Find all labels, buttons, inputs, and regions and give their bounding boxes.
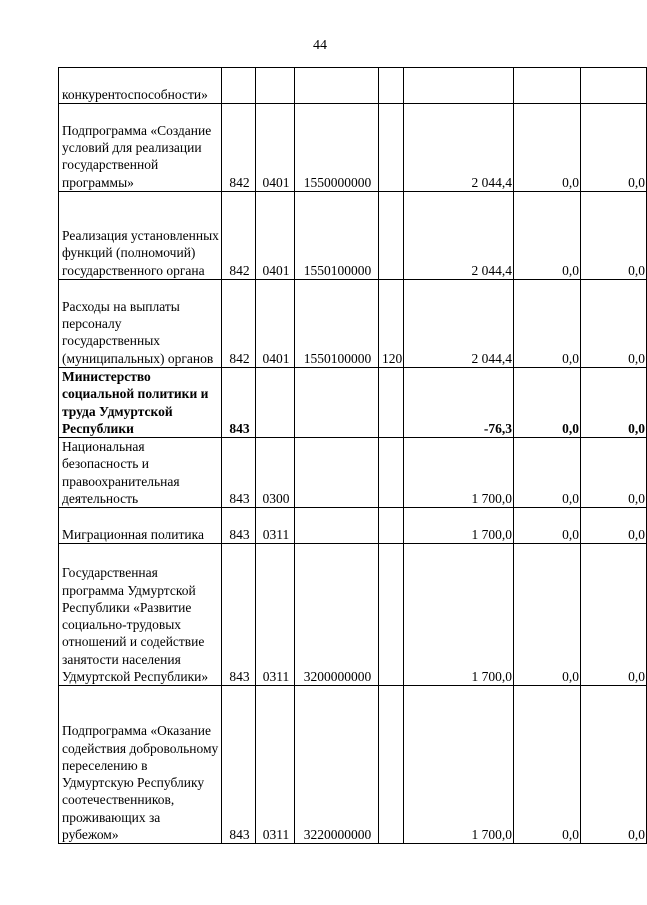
section-code-cell: 0300 — [256, 438, 295, 508]
amount-cell-3: 0,0 — [581, 508, 647, 544]
target-article-cell: 3200000000 — [295, 544, 379, 686]
row-name-cell: Расходы на выплаты персоналу государственных (муниципальных) органов — [59, 280, 222, 368]
target-article-cell: 1550100000 — [295, 192, 379, 280]
table-row — [59, 544, 647, 686]
table-row — [59, 508, 647, 544]
target-article-cell: 3220000000 — [295, 686, 379, 844]
table-row — [59, 192, 647, 280]
amount-cell-2: 0,0 — [514, 368, 581, 438]
table-row — [59, 104, 647, 192]
row-name-cell: Реализация установленных функций (полномочий) государственного органа — [59, 192, 222, 280]
amount-cell-2: 0,0 — [514, 508, 581, 544]
row-name-cell: Подпрограмма «Создание условий для реализации государственной программы» — [59, 104, 222, 192]
amount-cell-3: 0,0 — [581, 686, 647, 844]
amount-cell-1: 1 700,0 — [404, 686, 514, 844]
amount-cell-2: 0,0 — [514, 686, 581, 844]
amount-cell-1 — [404, 68, 514, 104]
amount-cell-2: 0,0 — [514, 192, 581, 280]
table-row — [59, 280, 647, 368]
grbs-code-cell: 843 — [222, 438, 256, 508]
grbs-code-cell: 843 — [222, 544, 256, 686]
expense-type-cell — [379, 686, 404, 844]
section-code-cell: 0311 — [256, 686, 295, 844]
grbs-code-cell: 843 — [222, 508, 256, 544]
amount-cell-2: 0,0 — [514, 438, 581, 508]
amount-cell-1: 1 700,0 — [404, 544, 514, 686]
section-code-cell: 0401 — [256, 104, 295, 192]
row-name-cell: Министерство социальной политики и труда Удмуртской Республики — [59, 368, 222, 438]
expense-type-cell — [379, 192, 404, 280]
section-code-cell: 0401 — [256, 192, 295, 280]
amount-cell-3: 0,0 — [581, 368, 647, 438]
row-name-cell: Государственная программа Удмуртской Республики «Развитие социально-трудовых отношений и содействие занятости населения Удмуртской Республики» — [59, 544, 222, 686]
section-code-cell: 0311 — [256, 508, 295, 544]
amount-cell-1: 2 044,4 — [404, 104, 514, 192]
expense-type-cell — [379, 68, 404, 104]
target-article-cell — [295, 68, 379, 104]
amount-cell-3: 0,0 — [581, 280, 647, 368]
amount-cell-2: 0,0 — [514, 544, 581, 686]
amount-cell-1: 1 700,0 — [404, 438, 514, 508]
amount-cell-1: 2 044,4 — [404, 280, 514, 368]
amount-cell-3: 0,0 — [581, 438, 647, 508]
expense-type-cell — [379, 508, 404, 544]
target-article-cell: 1550000000 — [295, 104, 379, 192]
row-name-cell: Национальная безопасность и правоохранительная деятельность — [59, 438, 222, 508]
table-row — [59, 438, 647, 508]
budget-table — [58, 67, 647, 844]
grbs-code-cell: 842 — [222, 104, 256, 192]
section-code-cell: 0401 — [256, 280, 295, 368]
amount-cell-1: -76,3 — [404, 368, 514, 438]
section-code-cell — [256, 68, 295, 104]
table-row — [59, 686, 647, 844]
amount-cell-3 — [581, 68, 647, 104]
amount-cell-2 — [514, 68, 581, 104]
target-article-cell — [295, 438, 379, 508]
section-code-cell: 0311 — [256, 544, 295, 686]
expense-type-cell — [379, 438, 404, 508]
target-article-cell — [295, 368, 379, 438]
expense-type-cell — [379, 368, 404, 438]
expense-type-cell — [379, 544, 404, 686]
amount-cell-1: 1 700,0 — [404, 508, 514, 544]
amount-cell-2: 0,0 — [514, 104, 581, 192]
table-body — [59, 68, 647, 844]
page-number: 44 — [313, 38, 327, 53]
row-name-cell: конкурентоспособности» — [59, 68, 222, 104]
grbs-code-cell: 842 — [222, 280, 256, 368]
grbs-code-cell: 843 — [222, 686, 256, 844]
row-name-cell: Миграционная политика — [59, 508, 222, 544]
amount-cell-2: 0,0 — [514, 280, 581, 368]
grbs-code-cell — [222, 68, 256, 104]
expense-type-cell — [379, 104, 404, 192]
grbs-code-cell: 843 — [222, 368, 256, 438]
table-row — [59, 368, 647, 438]
target-article-cell: 1550100000 — [295, 280, 379, 368]
amount-cell-3: 0,0 — [581, 104, 647, 192]
target-article-cell — [295, 508, 379, 544]
section-code-cell — [256, 368, 295, 438]
expense-type-cell: 120 — [379, 280, 404, 368]
amount-cell-3: 0,0 — [581, 544, 647, 686]
amount-cell-1: 2 044,4 — [404, 192, 514, 280]
row-name-cell: Подпрограмма «Оказание содействия добровольному переселению в Удмуртскую Республику соотечественников, проживающих за рубежом» — [59, 686, 222, 844]
amount-cell-3: 0,0 — [581, 192, 647, 280]
grbs-code-cell: 842 — [222, 192, 256, 280]
table-row — [59, 68, 647, 104]
